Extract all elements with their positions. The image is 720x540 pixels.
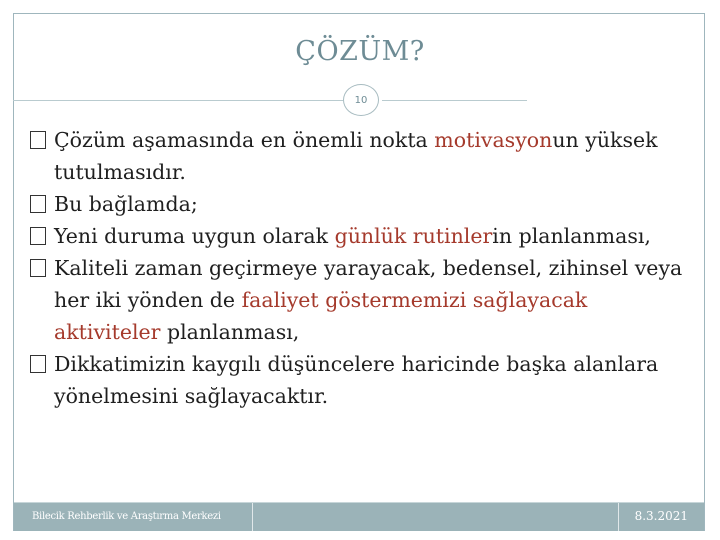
bullet-text: Yeni duruma uygun olarak: [54, 224, 335, 248]
highlighted-text: günlük rutinler: [334, 224, 493, 248]
footer-organization: Bilecik Rehberlik ve Araştırma Merkezi: [32, 511, 221, 522]
page-number-badge: 10: [343, 84, 379, 116]
footer-date: 8.3.2021: [634, 509, 688, 523]
bullet-item: [30, 124, 700, 188]
bullet-list: [30, 124, 700, 412]
bullet-text: Çözüm aşamasında en önemli nokta: [54, 128, 435, 152]
title-divider-right: [382, 100, 527, 101]
bullet-text: planlanması,: [160, 320, 300, 344]
footer-bar: [14, 502, 704, 531]
bullet-item: [30, 220, 700, 252]
bullet-text: in planlanması,: [492, 224, 651, 248]
checkbox-bullet-icon: [30, 131, 46, 149]
slide-title: ÇÖZÜM?: [295, 36, 425, 67]
checkbox-bullet-icon: [30, 259, 46, 277]
highlighted-text: faaliyet göstermemizi sağlayacak aktiviteler: [54, 288, 588, 344]
bullet-item: [30, 348, 700, 412]
checkbox-bullet-icon: [30, 355, 46, 373]
checkbox-bullet-icon: [30, 195, 46, 213]
bullet-text: Kaliteli zaman geçirmeye yarayacak, bedensel, zihinsel veya her iki yönden de: [54, 256, 683, 312]
bullet-item: [30, 188, 700, 220]
bullet-text: Bu bağlamda;: [54, 192, 198, 216]
footer-divider: [618, 503, 619, 531]
bullet-item: [30, 252, 700, 348]
bullet-text: Dikkatimizin kaygılı düşüncelere haricinde başka alanlara yönelmesini sağlayacaktır.: [54, 352, 659, 408]
checkbox-bullet-icon: [30, 227, 46, 245]
title-divider-left: [13, 100, 343, 101]
footer-divider: [252, 503, 253, 531]
highlighted-text: motivasyon: [434, 128, 553, 152]
bullet-text: un yüksek tutulmasıdır.: [54, 128, 658, 184]
